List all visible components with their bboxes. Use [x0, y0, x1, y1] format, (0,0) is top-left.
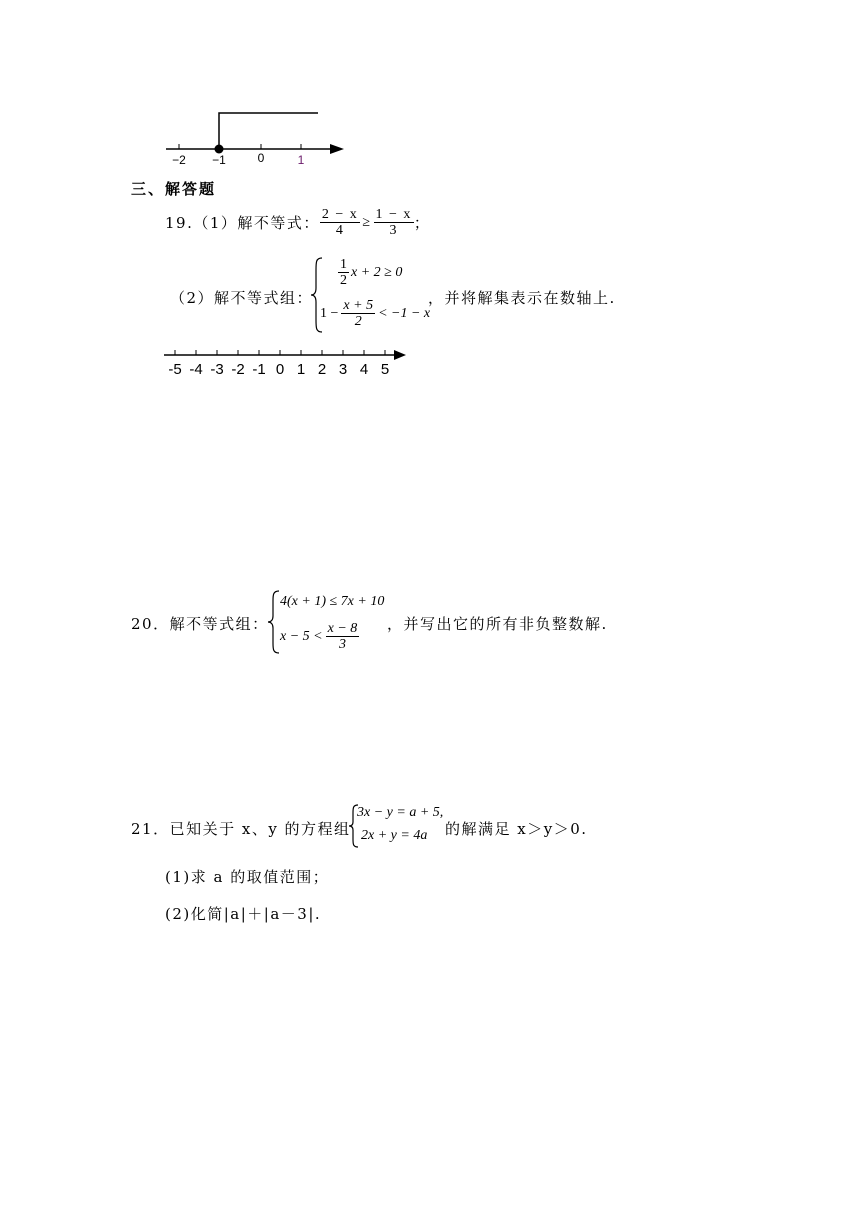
tick-label: −2	[172, 153, 186, 167]
tick-label: 1	[296, 361, 306, 378]
q19-lhs-den: 4	[335, 223, 345, 239]
q19-axis-labels	[168, 361, 389, 378]
tick-label: 3	[338, 361, 348, 378]
tick-label: -3	[210, 361, 224, 378]
q19-ineq2-rest: < −1 − x	[378, 305, 431, 321]
q19-ineq1-fraction	[338, 257, 349, 289]
q20-prefix: 20．解不等式组：	[131, 615, 269, 633]
section-title: 三、解答题	[131, 180, 217, 198]
q20-inequality-2	[280, 621, 359, 653]
q21-sub2: (2)化简|a|＋|a－3|.	[165, 905, 322, 923]
axis-arrow	[394, 350, 406, 360]
q19-ineq2-fraction	[341, 298, 375, 330]
top-number-line	[160, 105, 360, 170]
tick-label: -2	[231, 361, 245, 378]
q19-ineq1-num: 1	[340, 257, 347, 272]
tick-label: -4	[189, 361, 203, 378]
q19-ineq2-den: 2	[354, 314, 362, 330]
q20-inequality-1: 4(x + 1) ≤ 7x + 10	[280, 594, 385, 609]
q21-prefix: 21．已知关于 x、y 的方程组	[131, 820, 351, 838]
q19-lhs-num: 2 − x	[321, 207, 359, 222]
q19-ineq1-den: 2	[340, 273, 347, 289]
q20-suffix: ，并写出它的所有非负整数解.	[387, 615, 608, 633]
axis-arrow	[330, 144, 344, 154]
q19-ineq1-rest: x + 2 ≥ 0	[351, 264, 403, 280]
q20-ineq2-start: x − 5 <	[280, 628, 323, 644]
q20-ineq2-fraction	[326, 621, 360, 653]
q19-ineq2-start: 1 −	[320, 305, 339, 321]
q19-rhs-num: 1 − x	[375, 207, 412, 222]
q19-op: ≥	[362, 214, 372, 230]
tick-label: 2	[317, 361, 327, 378]
q19-part2-suffix: ，并将解集表示在数轴上.	[428, 289, 616, 307]
q19-number-line	[160, 345, 410, 381]
tick-label: -1	[252, 361, 266, 378]
q21-equation-1: 3x − y = a + 5,	[357, 805, 444, 820]
q19-inequality-1	[338, 257, 402, 289]
q19-rhs-fraction	[374, 207, 414, 239]
q19-part1-end: ；	[413, 214, 431, 233]
solution-ray	[219, 113, 318, 149]
q19-part1	[165, 207, 430, 239]
q21-equation-2: 2x + y = 4a	[361, 828, 428, 843]
q21-suffix: 的解满足 x＞y＞0.	[445, 820, 588, 838]
q19-ineq2-num: x + 5	[343, 298, 374, 313]
tick-label: 0	[275, 361, 285, 378]
tick-label: 0	[257, 151, 265, 165]
q21-sub1: (1)求 a 的取值范围；	[165, 868, 330, 886]
q19-rhs-den: 3	[389, 223, 398, 239]
q19-lhs-fraction	[320, 207, 360, 239]
q19-part2-prefix: （2）解不等式组：	[170, 289, 314, 307]
tick-label: −1	[212, 153, 226, 167]
q19-inequality-2	[320, 298, 430, 330]
tick-label: 5	[380, 361, 390, 378]
tick-label: 1	[297, 153, 305, 167]
q20-ineq2-num: x − 8	[327, 621, 358, 636]
q19-part1-prefix: 19.（1）解不等式：	[165, 214, 320, 233]
q20-ineq2-den: 3	[338, 637, 346, 653]
q20-system-brace	[267, 589, 281, 655]
tick-label: 4	[359, 361, 369, 378]
tick-label: -5	[168, 361, 182, 378]
